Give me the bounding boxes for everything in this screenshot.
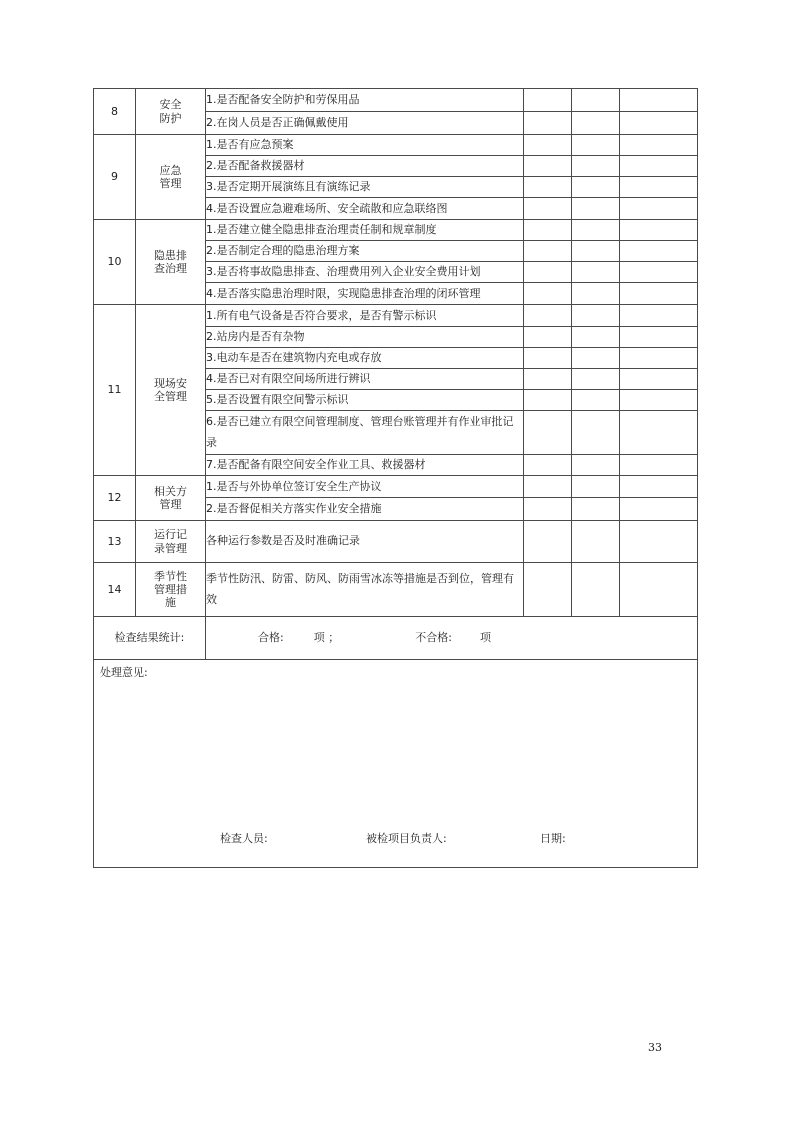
check-item: 4.是否落实隐患治理时限，实现隐患排查治理的闭环管理 xyxy=(206,283,524,305)
row-number: 10 xyxy=(94,220,136,305)
result-cell[interactable] xyxy=(524,112,572,135)
result-cell[interactable] xyxy=(572,390,620,411)
opinion-label: 处理意见: xyxy=(100,666,148,679)
result-cell[interactable] xyxy=(620,135,698,156)
result-cell[interactable] xyxy=(620,177,698,198)
result-cell[interactable] xyxy=(524,348,572,369)
inspector-label: 检查人员: xyxy=(220,832,268,845)
result-cell[interactable] xyxy=(524,455,572,476)
check-item: 2.是否配备救援器材 xyxy=(206,156,524,177)
result-cell[interactable] xyxy=(524,498,572,521)
result-cell[interactable] xyxy=(524,411,572,455)
fail-label: 不合格: xyxy=(415,631,452,645)
result-cell[interactable] xyxy=(620,156,698,177)
result-cell[interactable] xyxy=(620,348,698,369)
result-cell[interactable] xyxy=(524,177,572,198)
result-cell[interactable] xyxy=(524,198,572,220)
result-cell[interactable] xyxy=(572,411,620,455)
date-label: 日期: xyxy=(540,832,566,845)
summary-cell xyxy=(206,617,698,660)
result-cell[interactable] xyxy=(572,283,620,305)
result-cell[interactable] xyxy=(572,198,620,220)
category-line: 管理措 xyxy=(154,582,187,596)
result-cell[interactable] xyxy=(572,369,620,390)
category-line: 应急 xyxy=(159,163,182,177)
result-cell[interactable] xyxy=(572,476,620,498)
result-cell[interactable] xyxy=(572,348,620,369)
check-item: 1.是否建立健全隐患排查治理责任制和规章制度 xyxy=(206,220,524,241)
result-cell[interactable] xyxy=(524,135,572,156)
opinion-cell[interactable] xyxy=(94,660,698,868)
result-cell[interactable] xyxy=(620,305,698,327)
result-cell[interactable] xyxy=(524,327,572,348)
row-category xyxy=(136,521,206,563)
category-line: 防护 xyxy=(159,111,182,125)
result-cell[interactable] xyxy=(572,455,620,476)
row-number: 8 xyxy=(94,89,136,135)
row-number: 11 xyxy=(94,305,136,476)
result-cell[interactable] xyxy=(524,390,572,411)
result-cell[interactable] xyxy=(572,177,620,198)
opinion-row xyxy=(94,660,698,868)
result-cell[interactable] xyxy=(524,220,572,241)
page-number: 33 xyxy=(648,1041,662,1054)
check-item: 2.站房内是否有杂物 xyxy=(206,327,524,348)
result-cell[interactable] xyxy=(620,390,698,411)
check-item: 2.在岗人员是否正确佩戴使用 xyxy=(206,112,524,135)
result-cell[interactable] xyxy=(572,521,620,563)
result-cell[interactable] xyxy=(572,89,620,112)
result-cell[interactable] xyxy=(572,498,620,521)
row-category xyxy=(136,563,206,617)
row-number: 14 xyxy=(94,563,136,617)
summary-row xyxy=(94,617,698,660)
category-line: 运行记 xyxy=(154,528,187,542)
result-cell[interactable] xyxy=(620,411,698,455)
check-item: 4.是否设置应急避难场所、安全疏散和应急联络图 xyxy=(206,198,524,220)
result-cell[interactable] xyxy=(572,112,620,135)
result-cell[interactable] xyxy=(524,521,572,563)
pass-unit: 项 ； xyxy=(313,631,340,645)
category-line: 全管理 xyxy=(154,390,187,403)
result-cell[interactable] xyxy=(620,476,698,498)
row-category xyxy=(136,220,206,305)
category-line: 施 xyxy=(165,596,176,610)
check-item: 2.是否督促相关方落实作业安全措施 xyxy=(206,498,524,521)
checklist-row xyxy=(94,521,698,563)
result-cell[interactable] xyxy=(572,135,620,156)
result-cell[interactable] xyxy=(524,283,572,305)
row-category xyxy=(136,305,206,476)
checklist-row xyxy=(94,135,698,156)
category-line: 现场安 xyxy=(154,376,187,390)
result-cell[interactable] xyxy=(524,262,572,283)
result-cell[interactable] xyxy=(620,498,698,521)
check-item: 1.是否有应急预案 xyxy=(206,135,524,156)
check-item: 3.电动车是否在建筑物内充电或存放 xyxy=(206,348,524,369)
result-cell[interactable] xyxy=(620,369,698,390)
result-cell[interactable] xyxy=(620,327,698,348)
category-line: 隐患排 xyxy=(154,248,187,262)
category-line: 管理 xyxy=(159,498,182,511)
result-cell[interactable] xyxy=(572,241,620,262)
row-category xyxy=(136,476,206,521)
category-line: 管理 xyxy=(159,177,182,190)
summary-label: 检查结果统计: xyxy=(94,617,206,660)
responsible-person-label: 被检项目负责人: xyxy=(366,832,447,845)
category-line: 查治理 xyxy=(154,262,187,275)
check-item: 季节性防汛、防雷、防风、防雨雪冰冻等措施是否到位，管理有效 xyxy=(206,563,524,617)
check-item: 3.是否将事故隐患排查、治理费用列入企业安全费用计划 xyxy=(206,262,524,283)
result-cell[interactable] xyxy=(620,455,698,476)
check-item: 6.是否已建立有限空间管理制度、管理台账管理并有作业审批记录 xyxy=(206,411,524,455)
result-cell[interactable] xyxy=(572,305,620,327)
check-item: 2.是否制定合理的隐患治理方案 xyxy=(206,241,524,262)
result-cell[interactable] xyxy=(620,89,698,112)
category-line: 相关方 xyxy=(154,484,187,498)
result-cell[interactable] xyxy=(620,521,698,563)
row-number: 12 xyxy=(94,476,136,521)
summary-content xyxy=(206,631,697,644)
result-cell[interactable] xyxy=(572,156,620,177)
checklist-row xyxy=(94,220,698,241)
check-item: 1.所有电气设备是否符合要求，是否有警示标识 xyxy=(206,305,524,327)
fail-unit: 项 xyxy=(479,631,491,645)
result-cell[interactable] xyxy=(524,563,572,617)
result-cell[interactable] xyxy=(620,220,698,241)
result-cell[interactable] xyxy=(524,369,572,390)
result-cell[interactable] xyxy=(620,283,698,305)
result-cell[interactable] xyxy=(524,476,572,498)
row-number: 13 xyxy=(94,521,136,563)
result-cell[interactable] xyxy=(524,156,572,177)
result-cell[interactable] xyxy=(524,305,572,327)
result-cell[interactable] xyxy=(620,241,698,262)
checklist-row xyxy=(94,563,698,617)
result-cell[interactable] xyxy=(572,220,620,241)
checklist-row xyxy=(94,89,698,112)
checklist-row xyxy=(94,305,698,327)
pass-label: 合格: xyxy=(258,631,284,645)
check-item: 1.是否配备安全防护和劳保用品 xyxy=(206,89,524,112)
row-number: 9 xyxy=(94,135,136,220)
check-item: 4.是否已对有限空间场所进行辨识 xyxy=(206,369,524,390)
checklist-row xyxy=(94,476,698,498)
result-cell[interactable] xyxy=(620,198,698,220)
category-line: 季节性 xyxy=(154,569,187,583)
result-cell[interactable] xyxy=(524,241,572,262)
result-cell[interactable] xyxy=(620,262,698,283)
result-cell[interactable] xyxy=(572,327,620,348)
inspection-checklist-table xyxy=(93,88,698,868)
category-line: 安全 xyxy=(159,98,182,112)
check-item: 各种运行参数是否及时准确记录 xyxy=(206,521,524,563)
check-item: 5.是否设置有限空间警示标识 xyxy=(206,390,524,411)
check-item: 7.是否配备有限空间安全作业工具、救援器材 xyxy=(206,455,524,476)
row-category xyxy=(136,135,206,220)
result-cell[interactable] xyxy=(620,563,698,617)
check-item: 3.是否定期开展演练且有演练记录 xyxy=(206,177,524,198)
result-cell[interactable] xyxy=(572,563,620,617)
result-cell[interactable] xyxy=(524,89,572,112)
result-cell[interactable] xyxy=(620,112,698,135)
check-item: 1.是否与外协单位签订安全生产协议 xyxy=(206,476,524,498)
category-line: 录管理 xyxy=(154,541,187,555)
row-category xyxy=(136,89,206,135)
result-cell[interactable] xyxy=(572,262,620,283)
